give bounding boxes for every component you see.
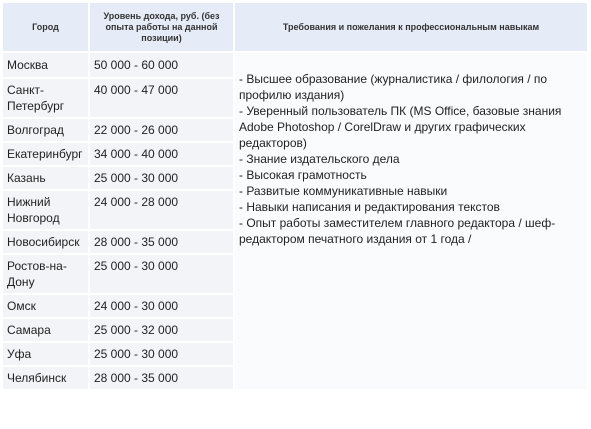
income-cell: 25 000 - 30 000 bbox=[90, 255, 233, 293]
requirement-item: - Навыки написания и редактирования текстов bbox=[239, 200, 500, 214]
income-cell: 25 000 - 30 000 bbox=[90, 167, 233, 189]
table-row bbox=[3, 53, 587, 77]
city-cell: Казань bbox=[3, 167, 88, 189]
header-city: Город bbox=[3, 3, 88, 51]
requirement-item: - Высокая грамотность bbox=[239, 168, 367, 182]
income-cell: 25 000 - 32 000 bbox=[90, 319, 233, 341]
income-cell: 40 000 - 47 000 bbox=[90, 79, 233, 117]
city-cell: Москва bbox=[3, 53, 88, 77]
city-cell: Челябинск bbox=[3, 367, 88, 389]
city-cell: Новосибирск bbox=[3, 231, 88, 253]
header-income: Уровень дохода, руб. (без опыта работы на данной позиции) bbox=[90, 3, 233, 51]
table-body bbox=[3, 53, 587, 389]
city-cell: Екатеринбург bbox=[3, 143, 88, 165]
income-cell: 24 000 - 28 000 bbox=[90, 191, 233, 229]
requirement-item: - Развитые коммуникативные навыки bbox=[239, 184, 448, 198]
salary-table bbox=[1, 1, 589, 391]
income-cell: 25 000 - 30 000 bbox=[90, 343, 233, 365]
city-cell: Самара bbox=[3, 319, 88, 341]
city-cell: Волгоград bbox=[3, 119, 88, 141]
income-cell: 28 000 - 35 000 bbox=[90, 367, 233, 389]
income-cell: 24 000 - 30 000 bbox=[90, 295, 233, 317]
header-requirements: Требования и пожелания к профессиональным навыкам bbox=[235, 3, 587, 51]
requirement-item: - Уверенный пользователь ПК (MS Office, базовые знания Adobe Photoshop / CorelDraw и других графических редакторов) bbox=[239, 104, 562, 150]
requirements-cell bbox=[235, 53, 587, 389]
requirement-item: - Опыт работы заместителем главного редактора / шеф-редактором печатного издания от 1 года / bbox=[239, 216, 556, 246]
income-cell: 22 000 - 26 000 bbox=[90, 119, 233, 141]
city-cell: Уфа bbox=[3, 343, 88, 365]
income-cell: 34 000 - 40 000 bbox=[90, 143, 233, 165]
income-cell: 50 000 - 60 000 bbox=[90, 53, 233, 77]
city-cell: Ростов-на-Дону bbox=[3, 255, 88, 293]
requirement-item: - Знание издательского дела bbox=[239, 152, 400, 166]
city-cell: Санкт-Петербург bbox=[3, 79, 88, 117]
requirement-item: - Высшее образование (журналистика / филология / по профилю издания) bbox=[239, 72, 548, 102]
header-row bbox=[3, 3, 587, 51]
income-cell: 28 000 - 35 000 bbox=[90, 231, 233, 253]
city-cell: Нижний Новгород bbox=[3, 191, 88, 229]
city-cell: Омск bbox=[3, 295, 88, 317]
